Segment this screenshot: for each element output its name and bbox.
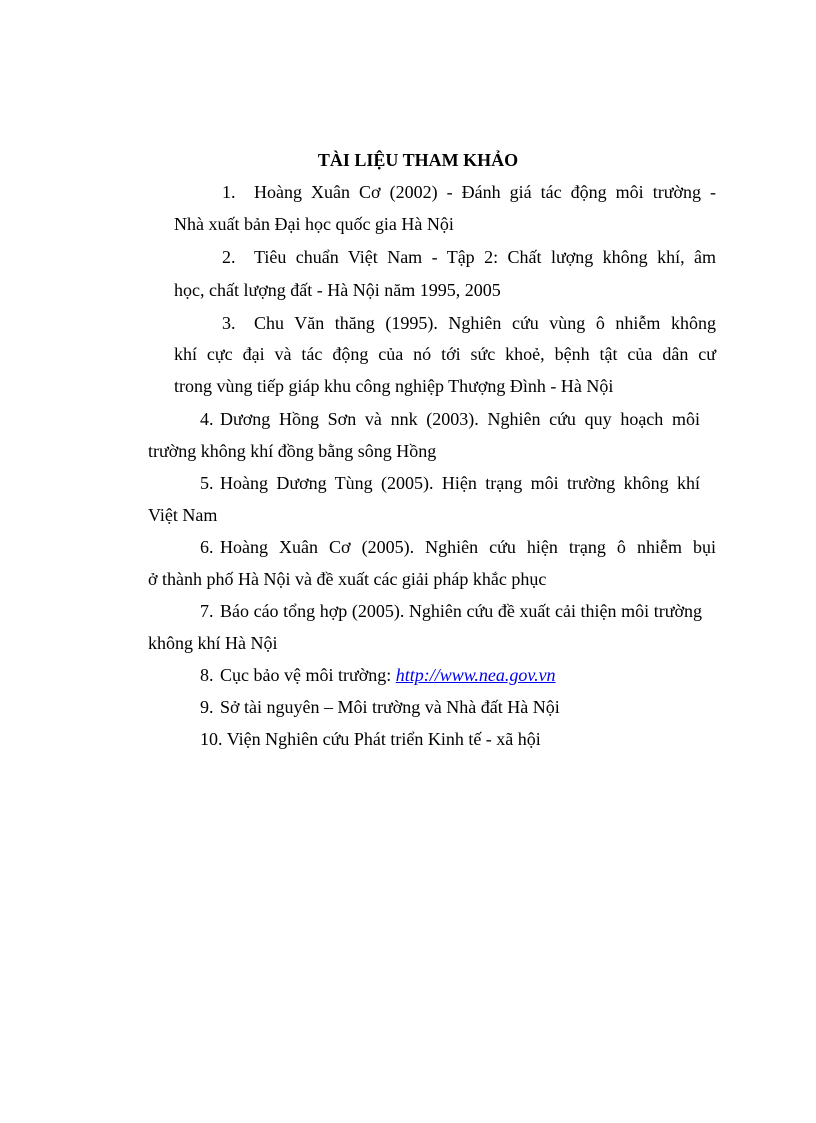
- reference-number: 3.: [222, 313, 236, 333]
- reference-number: 5.: [200, 473, 214, 493]
- reference-link[interactable]: http://www.nea.gov.vn: [395, 665, 556, 685]
- reference-line: Việt Nam: [148, 505, 218, 525]
- reference-item: 8. Cục bảo vệ môi trường: http://www.nea.gov.vn: [200, 665, 556, 685]
- reference-line: khí cực đại và tác động của nó tới sức khoẻ, bệnh tật của dân cư: [174, 344, 716, 364]
- reference-line: 7. Báo cáo tổng hợp (2005). Nghiên cứu đề xuất cải thiện môi trường: [200, 601, 702, 621]
- reference-line: 2. Tiêu chuẩn Việt Nam - Tập 2: Chất lượng không khí, âm: [222, 247, 716, 267]
- reference-number: 2.: [222, 247, 236, 267]
- reference-line: không khí Hà Nội: [148, 633, 278, 653]
- reference-line: trường không khí đồng bằng sông Hồng: [148, 441, 437, 461]
- reference-number: 9.: [200, 697, 214, 717]
- reference-line: 1. Hoàng Xuân Cơ (2002) - Đánh giá tác động môi trường -: [222, 182, 716, 202]
- reference-line: ở thành phố Hà Nội và đề xuất các giải pháp khắc phục: [148, 569, 547, 589]
- reference-line: 5. Hoàng Dương Tùng (2005). Hiện trạng môi trường không khí: [200, 473, 700, 493]
- reference-line: 4. Dương Hồng Sơn và nnk (2003). Nghiên cứu quy hoạch môi: [200, 409, 700, 429]
- page-title: TÀI LIỆU THAM KHẢO: [317, 150, 519, 170]
- reference-line: trong vùng tiếp giáp khu công nghiệp Thượng Đình - Hà Nội: [174, 376, 614, 396]
- reference-number: 8.: [200, 665, 214, 685]
- reference-number: 7.: [200, 601, 214, 621]
- reference-line: Nhà xuất bản Đại học quốc gia Hà Nội: [174, 214, 454, 234]
- reference-number: 10.: [200, 729, 223, 749]
- reference-number: 6.: [200, 537, 214, 557]
- reference-item: 9. Sở tài nguyên – Môi trường và Nhà đất Hà Nội: [200, 697, 560, 717]
- reference-line: học, chất lượng đất - Hà Nội năm 1995, 2005: [174, 280, 501, 300]
- reference-line: 3. Chu Văn thăng (1995). Nghiên cứu vùng ô nhiễm không: [222, 313, 716, 333]
- reference-item: 10. Viện Nghiên cứu Phát triển Kinh tế - xã hội: [200, 729, 541, 749]
- reference-line: 6. Hoàng Xuân Cơ (2005). Nghiên cứu hiện trạng ô nhiễm bụi: [200, 537, 716, 557]
- reference-number: 1.: [222, 182, 236, 202]
- reference-number: 4.: [200, 409, 214, 429]
